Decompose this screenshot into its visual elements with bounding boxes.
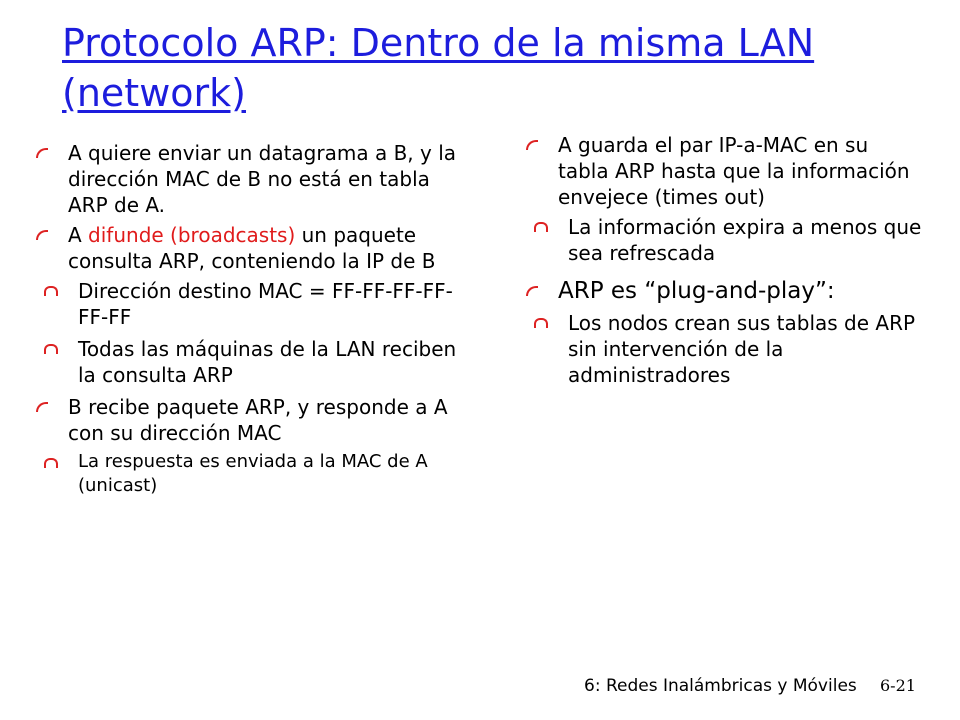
- bullet-item: [522, 132, 922, 210]
- sub-bullet-text: La respuesta es enviada a la MAC de A (unicast): [78, 451, 428, 496]
- sub-bullet-marker-icon: [44, 286, 58, 296]
- sub-bullet-item: [32, 278, 472, 330]
- bullet-item: [522, 276, 922, 306]
- slide-title: Protocolo ARP: Dentro de la misma LAN (network): [62, 21, 815, 115]
- bullet-marker-icon: [36, 402, 48, 412]
- sub-bullet-marker-icon: [534, 318, 548, 328]
- bullet-item: [32, 140, 472, 218]
- bullet-text-pre: A: [68, 223, 89, 247]
- sub-bullet-item: [32, 336, 472, 388]
- sub-bullet-text: Todas las máquinas de la LAN reciben la consulta ARP: [78, 337, 457, 387]
- left-column: [32, 140, 472, 504]
- bullet-text: B recibe paquete ARP, y responde a A con su dirección MAC: [68, 395, 448, 445]
- highlight-text: difunde (broadcasts): [88, 223, 296, 247]
- page-number: 6-21: [880, 676, 916, 695]
- bullet-text-post: un paquete consulta ARP, conteniendo la IP de B: [68, 223, 436, 273]
- sub-bullet-item: [32, 450, 472, 498]
- sub-bullet-marker-icon: [534, 222, 548, 232]
- bullet-marker-icon: [526, 140, 538, 150]
- bullet-marker-icon: [36, 230, 48, 240]
- sub-bullet-text: Dirección destino MAC = FF-FF-FF-FF-FF-FF: [78, 279, 453, 329]
- bullet-text: ARP es “plug-and-play”:: [558, 278, 835, 304]
- sub-bullet-item: [522, 310, 922, 388]
- sub-bullet-item: [522, 214, 922, 266]
- sub-bullet-text: Los nodos crean sus tablas de ARP sin intervención de la administradores: [568, 311, 916, 387]
- sub-bullet-marker-icon: [44, 458, 58, 468]
- sub-bullet-text: La información expira a menos que sea refrescada: [568, 215, 922, 265]
- sub-bullet-marker-icon: [44, 344, 58, 354]
- bullet-item: [32, 222, 472, 274]
- bullet-item: [32, 394, 472, 446]
- footer-chapter: 6: Redes Inalámbricas y Móviles: [584, 676, 857, 696]
- bullet-marker-icon: [526, 286, 538, 296]
- bullet-text: A quiere enviar un datagrama a B, y la dirección MAC de B no está en tabla ARP de A.: [68, 141, 457, 217]
- bullet-text: A guarda el par IP-a-MAC en su tabla ARP hasta que la información envejece (times out): [558, 133, 910, 209]
- bullet-marker-icon: [36, 148, 48, 158]
- right-column: [522, 132, 922, 394]
